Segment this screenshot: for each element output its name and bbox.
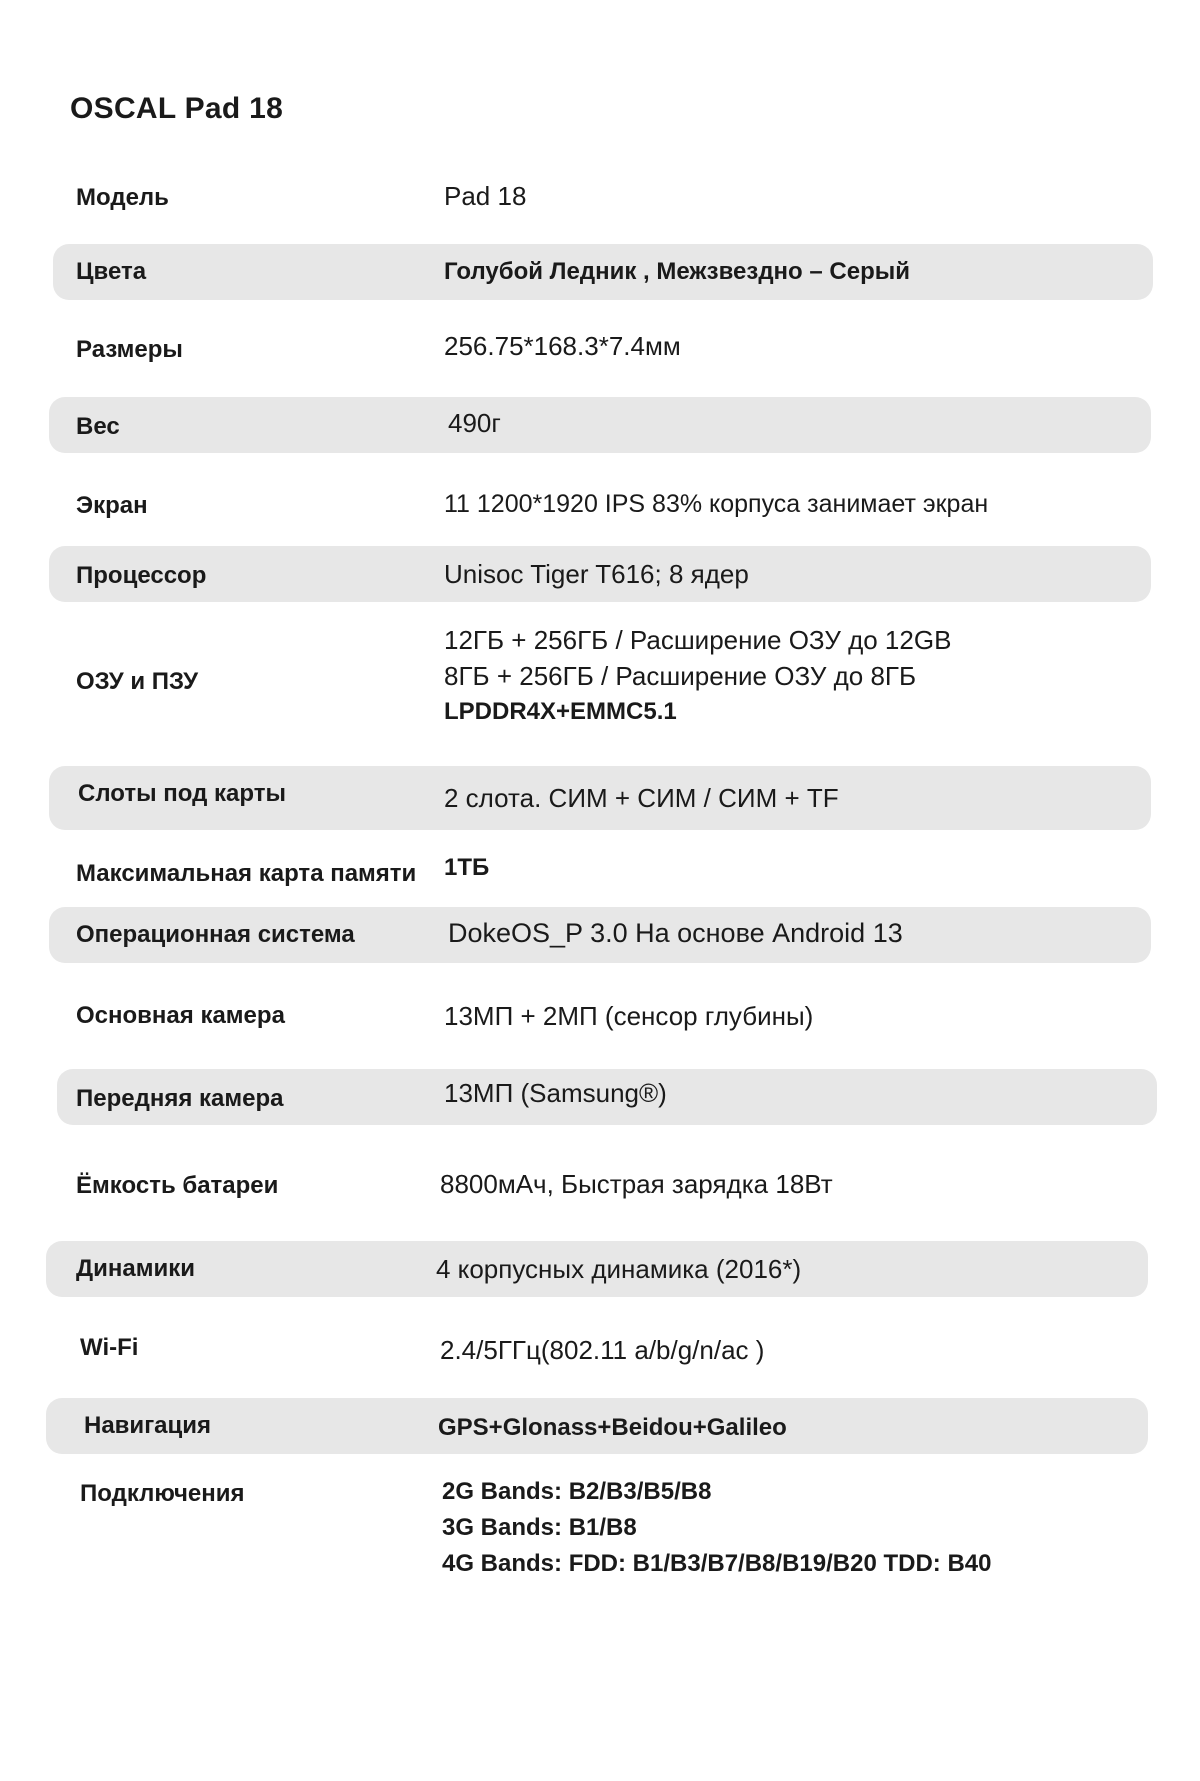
spec-value-line: 4G Bands: FDD: B1/B3/B7/B8/B19/B20 TDD: B40 (442, 1550, 992, 1577)
spec-value: Unisoc Tiger T616; 8 ядер (444, 559, 749, 589)
spec-label: Навигация (84, 1412, 212, 1439)
spec-row-processor (0, 546, 1200, 602)
spec-value-line: LPDDR4X+EMMC5.1 (444, 698, 677, 725)
spec-label: Экран (76, 492, 148, 519)
spec-label: Процессор (76, 562, 207, 589)
spec-value-line: 12ГБ + 256ГБ / Расширение ОЗУ до 12GB (444, 625, 952, 655)
spec-label: Вес (76, 413, 120, 440)
spec-value: 13МП + 2МП (сенсор глубины) (444, 1001, 814, 1031)
spec-value: GPS+Glonass+Beidou+Galileo (438, 1414, 787, 1441)
spec-value: 8800мАч, Быстрая зарядка 18Вт (440, 1169, 833, 1199)
spec-label: Максимальная карта памяти (76, 860, 417, 887)
spec-row-connectivity (0, 1468, 1200, 1598)
spec-row-dimensions (0, 320, 1200, 376)
spec-row-model (0, 170, 1200, 224)
spec-value: 13МП (Samsung®) (444, 1078, 667, 1108)
spec-label: Подключения (80, 1480, 245, 1507)
spec-value: 490г (448, 408, 501, 438)
spec-label: Модель (76, 184, 169, 211)
spec-label: Передняя камера (76, 1085, 284, 1112)
spec-row-speakers (0, 1241, 1200, 1297)
spec-row-screen (0, 476, 1200, 532)
spec-value: DokeOS_P 3.0 На основе Android 13 (448, 918, 903, 948)
spec-label: Основная камера (76, 1002, 285, 1029)
spec-label: Динамики (76, 1255, 195, 1282)
spec-value: 4 корпусных динамика (2016*) (436, 1254, 802, 1284)
row-background (49, 397, 1151, 453)
spec-value: 1ТБ (444, 854, 490, 881)
spec-value: 11 1200*1920 IPS 83% корпуса занимает экран (444, 490, 989, 518)
spec-label: Цвета (76, 258, 147, 285)
spec-value: 2 слота. СИМ + СИМ / СИМ + TF (444, 783, 839, 813)
spec-row-battery (0, 1158, 1200, 1214)
spec-label: Wi-Fi (80, 1334, 139, 1361)
spec-value: Pad 18 (444, 181, 527, 211)
spec-value: Голубой Ледник , Межзвездно – Серый (444, 258, 910, 285)
spec-row-weight (0, 397, 1200, 453)
spec-value-group (442, 1474, 991, 1582)
spec-value: 2.4/5ГГц(802.11 a/b/g/n/ac ) (440, 1335, 765, 1365)
spec-label: Слоты под карты (78, 780, 286, 807)
spec-value-line: 2G Bands: B2/B3/B5/B8 (442, 1478, 712, 1505)
spec-value-line: 3G Bands: B1/B8 (442, 1514, 637, 1541)
spec-value: 256.75*168.3*7.4мм (444, 331, 681, 361)
spec-row-wifi (0, 1322, 1200, 1378)
spec-row-card-slots (0, 766, 1200, 830)
spec-label: Размеры (76, 336, 183, 363)
spec-label: Ёмкость батареи (76, 1172, 279, 1199)
spec-value-line: 8ГБ + 256ГБ / Расширение ОЗУ до 8ГБ (444, 661, 917, 691)
spec-row-memory (0, 622, 1200, 742)
spec-row-navigation (0, 1398, 1200, 1454)
spec-row-max-card (0, 846, 1200, 902)
spec-row-main-camera (0, 988, 1200, 1044)
spec-row-colors (0, 244, 1200, 300)
spec-label: ОЗУ и ПЗУ (76, 668, 199, 695)
page-title: OSCAL Pad 18 (70, 92, 284, 125)
spec-row-os (0, 907, 1200, 963)
spec-row-front-camera (0, 1069, 1200, 1125)
spec-label: Операционная система (76, 921, 355, 948)
spec-value-group (444, 622, 951, 730)
